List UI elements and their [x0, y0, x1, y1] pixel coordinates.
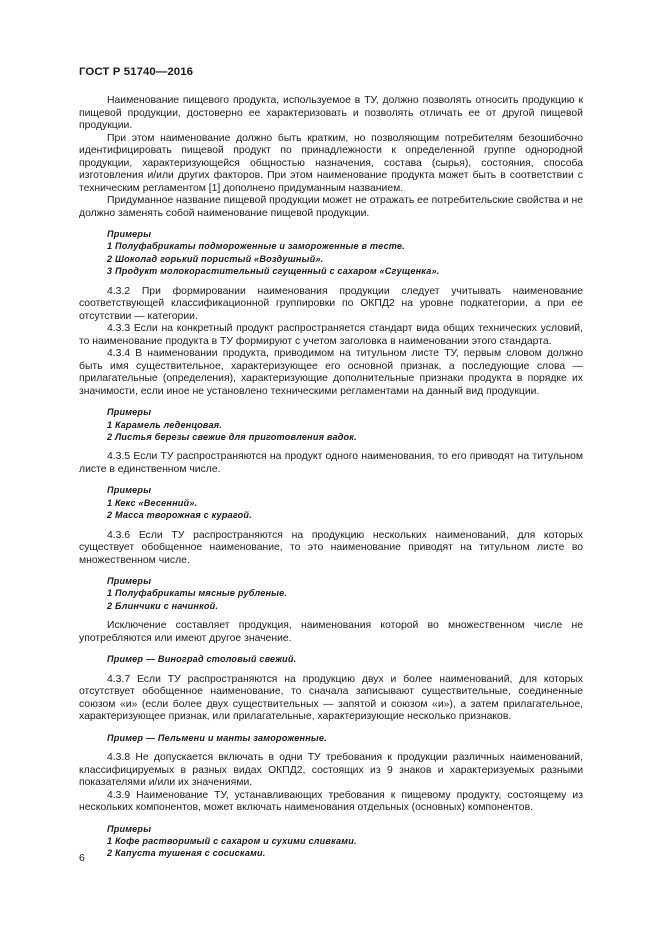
document-header: ГОСТ Р 51740—2016 [79, 66, 194, 78]
example-item: 1 Кофе растворимый с сахаром и сухими сливками. [107, 836, 357, 846]
clause-4-3-7: 4.3.7 Если ТУ распространяются на продукцию двух и более наименований, для которых отсутствует обобщенное наименование, то сначала записывают существительные, соединенные союзом «и» (если более двух существительных — запятой и союзом «и»), а затем прилагательное, характеризующее признак, или прилагательные, характеризующие несколько признаков. [79, 673, 583, 723]
clause-4-3-9: 4.3.9 Наименование ТУ, устанавливающих требования к пищевому продукту, состоящему из нескольких компонентов, может включать наименования отдельных (основных) компонентов. [79, 789, 583, 814]
example-single: Пример — Виноград столовый свежий. [107, 654, 297, 665]
paragraph: Придуманное название пищевой продукции может не отражать ее потребительские свойства и не должно заменять собой наименование пищевой продукции. [79, 195, 583, 219]
example-item: 1 Полуфабрикаты мясные рубленые. [107, 588, 288, 599]
clause-4-3-5: 4.3.5 Если ТУ распространяются на продукт одного наименования, то его приводят на титульном листе в единственном числе. [79, 451, 583, 475]
document-body [79, 95, 583, 860]
example-item: 1 Кекс «Весенний». [107, 497, 198, 508]
example-item: 2 Листья березы свежие для приготовления вадок. [107, 431, 357, 442]
example-item: 1 Полуфабрикаты подмороженные и замороженные в тесте. [107, 241, 405, 252]
example-item: 2 Шоколад горький пористый «Воздушный». [107, 253, 324, 264]
page-number: 6 [79, 853, 85, 864]
example-single: Пример — Пельмени и манты замороженные. [107, 732, 327, 743]
example-item: 1 Карамель леденцовая. [107, 419, 222, 430]
clause-4-3-4: 4.3.4 В наименовании продукта, приводимом на титульном листе ТУ, первым словом должно быть имя существительное, характеризующее его основной признак, а последующие слова — прилагательные (определения), характеризующие дополнительные признаки продукта в порядке их значимости, если иное не установлено техническими регламентами на данный вид продукции. [79, 348, 583, 397]
paragraph-exception: Исключение составляет продукция, наименования которой во множественном числе не употребляются или имеют другое значение. [79, 620, 583, 644]
paragraph: При этом наименование должно быть кратким, но позволяющим потребителям безошибочно идентифицировать пищевой продукт по принадлежности к определенной группе однородной продукции, характеризующейся общностью назначения, состава (сырья), состояния, способа изготовления и/или других факторов. При этом наименование продукта может быть в соответствии с техническим регламентом [1] дополнено придуманным названием. [79, 132, 583, 194]
example-item: 2 Масса творожная с курагой. [107, 510, 252, 521]
clause-4-3-8: 4.3.8 Не допускается включать в одни ТУ требования к продукции различных наименований, классифицируемых в разных видах ОКПД2, состоящих из 9 знаков и характеризуемых разными показателями и/или их значениями. [79, 752, 583, 789]
example-item: 2 Капуста тушеная с сосисками. [107, 848, 266, 859]
examples-heading: Примеры [107, 576, 152, 587]
clause-4-3-2: 4.3.2 При формировании наименования продукции следует учитывать наименование соответствующей классификационной группировки по ОКПД2 на уровне подкатегории, а при ее отсутствии — категории. [79, 285, 583, 322]
examples-heading: Примеры [107, 407, 152, 418]
example-item: 3 Продукт молокорастительный сгущенный с сахаром «Сгущенка». [107, 266, 440, 277]
examples-heading: Примеры [107, 823, 152, 834]
examples-heading: Примеры [107, 485, 152, 496]
example-item: 2 Блинчики с начинкой. [107, 600, 219, 611]
examples-heading: Примеры [107, 229, 152, 239]
clause-4-3-6: 4.3.6 Если ТУ распространяются на продукцию нескольких наименований, для которых существует обобщенное наименование, то это наименование приводят на титульном листе во множественном числе. [79, 529, 583, 566]
paragraph: Наименование пищевого продукта, используемое в ТУ, должно позволять относить продукцию к пищевой продукции, достоверно ее характеризовать и позволять отличать ее от другой пищевой продукции. [79, 95, 583, 131]
clause-4-3-3: 4.3.3 Если на конкретный продукт распространяется стандарт вида общих технических условий, то наименование продукта в ТУ формируют с учетом заголовка в наименовании этого стандарта. [79, 323, 583, 347]
